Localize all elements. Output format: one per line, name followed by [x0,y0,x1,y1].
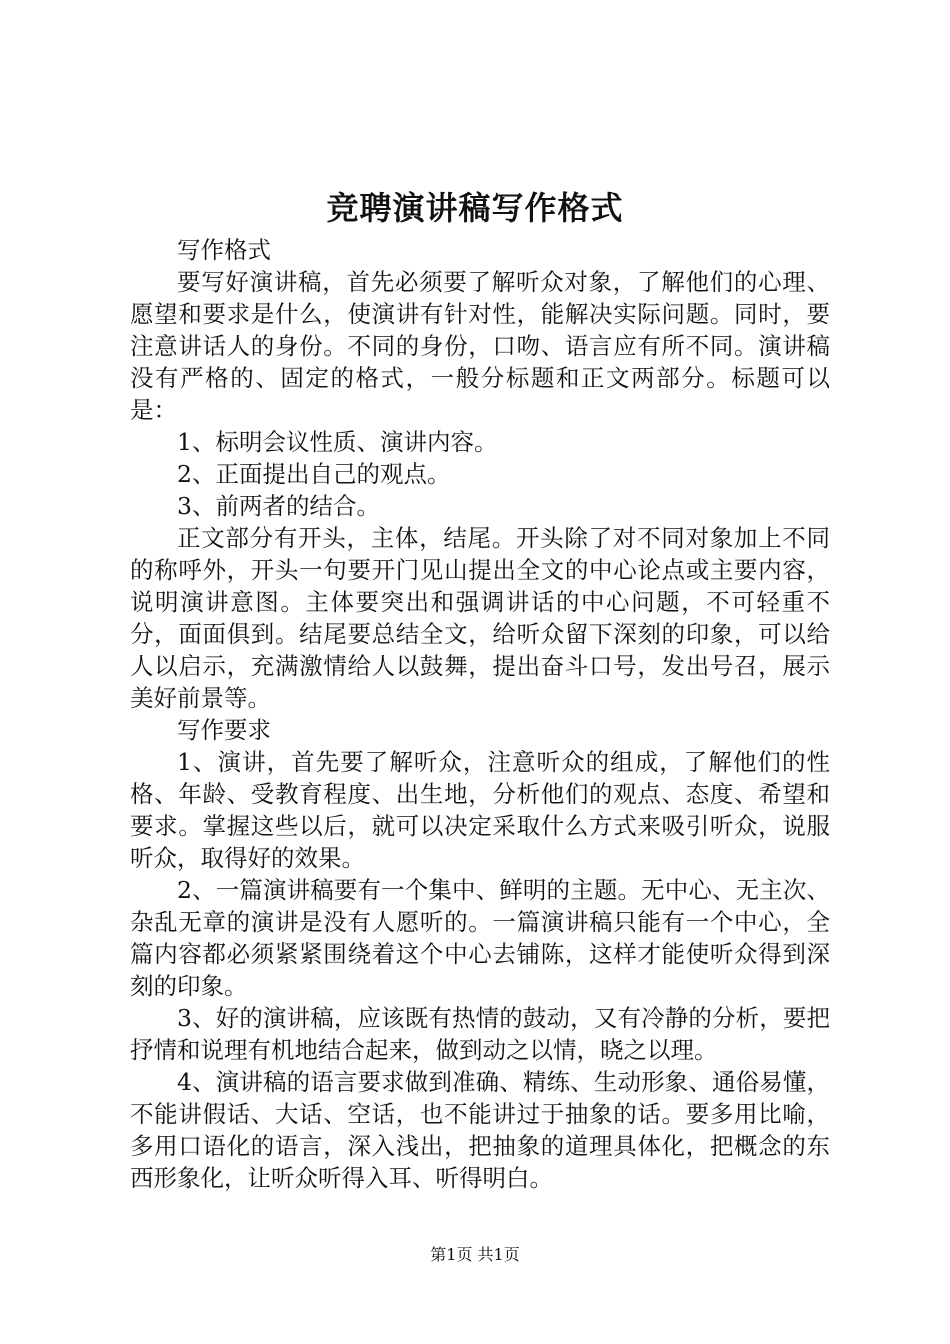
section-heading-format: 写作格式 [177,236,271,264]
body-paragraph: 3、好的演讲稿，应该既有热情的鼓动，又有冷静的分析，要把抒情和说理有机地结合起来，做到动之以情，晓之以理。 [130,1004,830,1064]
list-item: 3、前两者的结合。 [177,492,380,520]
body-paragraph: 2、一篇演讲稿要有一个集中、鲜明的主题。无中心、无主次、杂乱无章的演讲是没有人愿听的。一篇演讲稿只能有一个中心，全篇内容都必须紧紧围绕着这个中心去铺陈，这样才能使听众得到深刻的印象。 [130,876,830,1000]
body-paragraph: 正文部分有开头，主体，结尾。开头除了对不同对象加上不同的称呼外，开头一句要开门见山提出全文的中心论点或主要内容，说明演讲意图。主体要突出和强调讲话的中心问题，不可轻重不分，面面俱到。结尾要总结全文，给听众留下深刻的印象，可以给人以启示，充满激情给人以鼓舞，提出奋斗口号，发出号召，展示美好前景等。 [130,524,830,712]
section-heading-requirements: 写作要求 [177,716,271,744]
list-item: 1、标明会议性质、演讲内容。 [177,428,498,456]
page-footer: 第1页 共1页 [430,1245,520,1264]
document-body [130,234,830,1194]
list-item: 2、正面提出自己的观点。 [177,460,451,488]
body-paragraph: 1、演讲，首先要了解听众，注意听众的组成，了解他们的性格、年龄、受教育程度、出生地，分析他们的观点、态度、希望和要求。掌握这些以后，就可以决定采取什么方式来吸引听众，说服听众，取得好的效果。 [130,748,830,872]
body-paragraph: 要写好演讲稿，首先必须要了解听众对象，了解他们的心理、愿望和要求是什么，使演讲有针对性，能解决实际问题。同时，要注意讲话人的身份。不同的身份，口吻、语言应有所不同。演讲稿没有严格的、固定的格式，一般分标题和正文两部分。标题可以是： [130,268,830,424]
body-paragraph: 4、演讲稿的语言要求做到准确、精练、生动形象、通俗易懂，不能讲假话、大话、空话，也不能讲过于抽象的话。要多用比喻，多用口语化的语言，深入浅出，把抽象的道理具体化，把概念的东西形象化，让听众听得入耳、听得明白。 [130,1068,830,1192]
document-title: 竞聘演讲稿写作格式 [326,189,624,227]
